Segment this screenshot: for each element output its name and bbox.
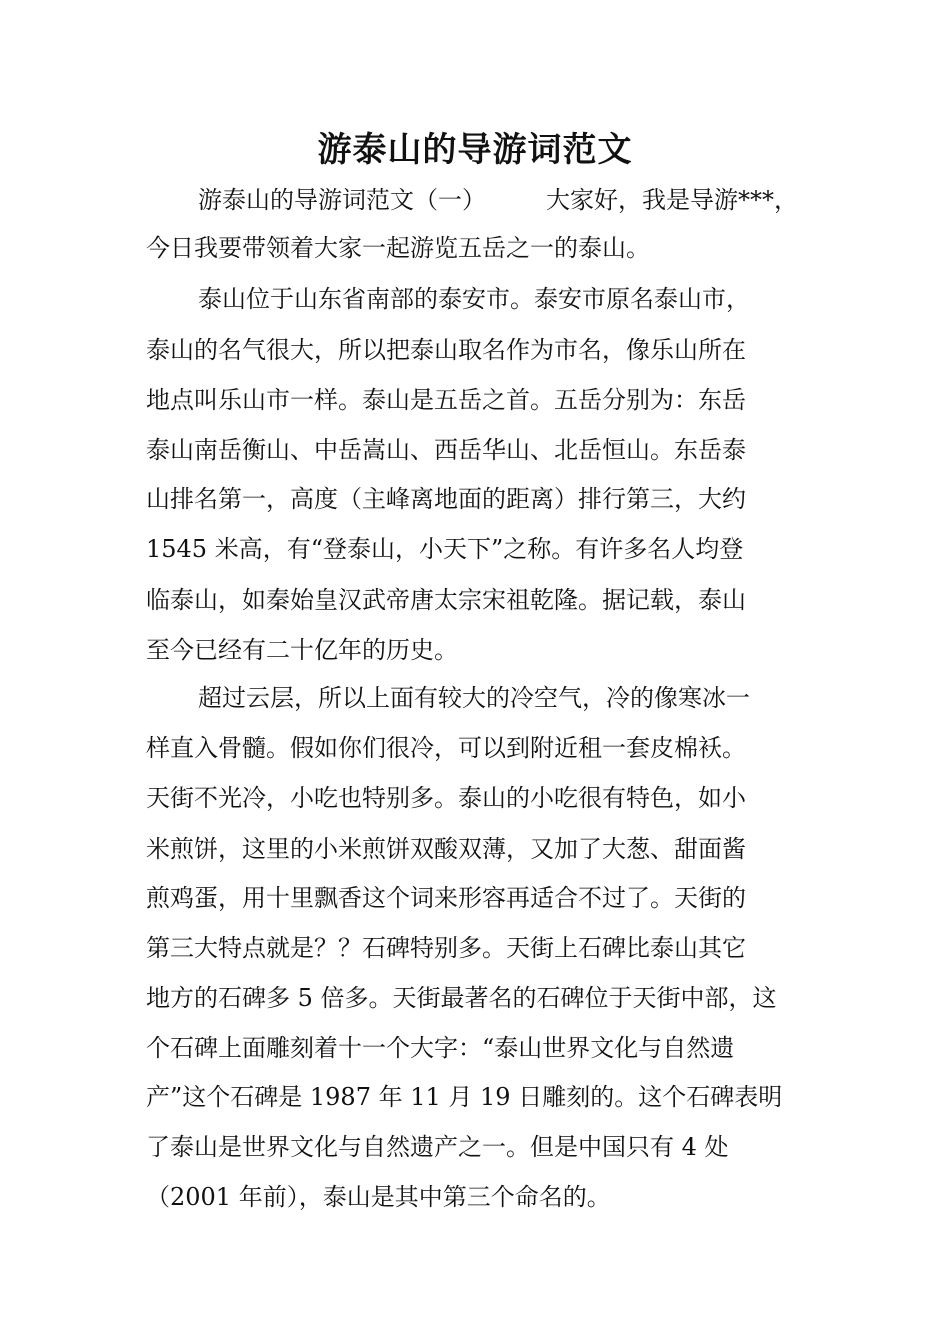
paragraph-3-line-6: 第三大特点就是？？石碑特别多。天街上石碑比泰山其它: [146, 934, 746, 962]
paragraph-3-line-2: 样直入骨髓。假如你们很冷，可以到附近租一套皮棉袄。: [146, 734, 746, 762]
paragraph-2-line-1: 泰山位于山东省南部的泰安市。泰安市原名泰山市，: [198, 285, 750, 313]
paragraph-3-line-5: 煎鸡蛋，用十里飘香这个词来形容再适合不过了。天街的: [146, 884, 746, 912]
paragraph-1-line-1: 游泰山的导游词范文（一） 大家好，我是导游***，: [198, 186, 798, 214]
paragraph-2-line-5: 山排名第一，高度（主峰离地面的距离）排行第三，大约: [146, 485, 746, 513]
paragraph-3-line-8: 个石碑上面雕刻着十一个大字：“泰山世界文化与自然遗: [146, 1034, 735, 1062]
paragraph-3-line-9: 产”这个石碑是 1987 年 11 月 19 日雕刻的。这个石碑表明: [146, 1083, 783, 1111]
paragraph-2-line-4: 泰山南岳衡山、中岳嵩山、西岳华山、北岳恒山。东岳泰: [146, 436, 746, 464]
paragraph-2-line-2: 泰山的名气很大，所以把泰山取名作为市名，像乐山所在: [146, 336, 746, 364]
paragraph-3-line-11: （2001 年前），泰山是其中第三个命名的。: [146, 1183, 611, 1211]
paragraph-3-line-1: 超过云层，所以上面有较大的冷空气，冷的像寒冰一: [198, 684, 750, 712]
paragraph-3-line-7: 地方的石碑多 5 倍多。天街最著名的石碑位于天街中部，这: [146, 984, 777, 1012]
paragraph-3-line-4: 米煎饼，这里的小米煎饼双酸双薄，又加了大葱、甜面酱: [146, 835, 746, 863]
paragraph-2-line-7: 临泰山，如秦始皇汉武帝唐太宗宋祖乾隆。据记载，泰山: [146, 586, 746, 614]
paragraph-1-line-2: 今日我要带领着大家一起游览五岳之一的泰山。: [146, 234, 650, 262]
document-title: 游泰山的导游词范文: [317, 130, 633, 170]
paragraph-2-line-8: 至今已经有二十亿年的历史。: [146, 636, 458, 664]
paragraph-3-line-10: 了泰山是世界文化与自然遗产之一。但是中国只有 4 处: [146, 1133, 729, 1161]
paragraph-3-line-3: 天街不光冷，小吃也特别多。泰山的小吃很有特色，如小: [146, 784, 746, 812]
paragraph-2-line-3: 地点叫乐山市一样。泰山是五岳之首。五岳分别为：东岳: [146, 386, 746, 414]
paragraph-2-line-6: 1545 米高，有“登泰山，小天下”之称。有许多名人均登: [146, 535, 744, 563]
